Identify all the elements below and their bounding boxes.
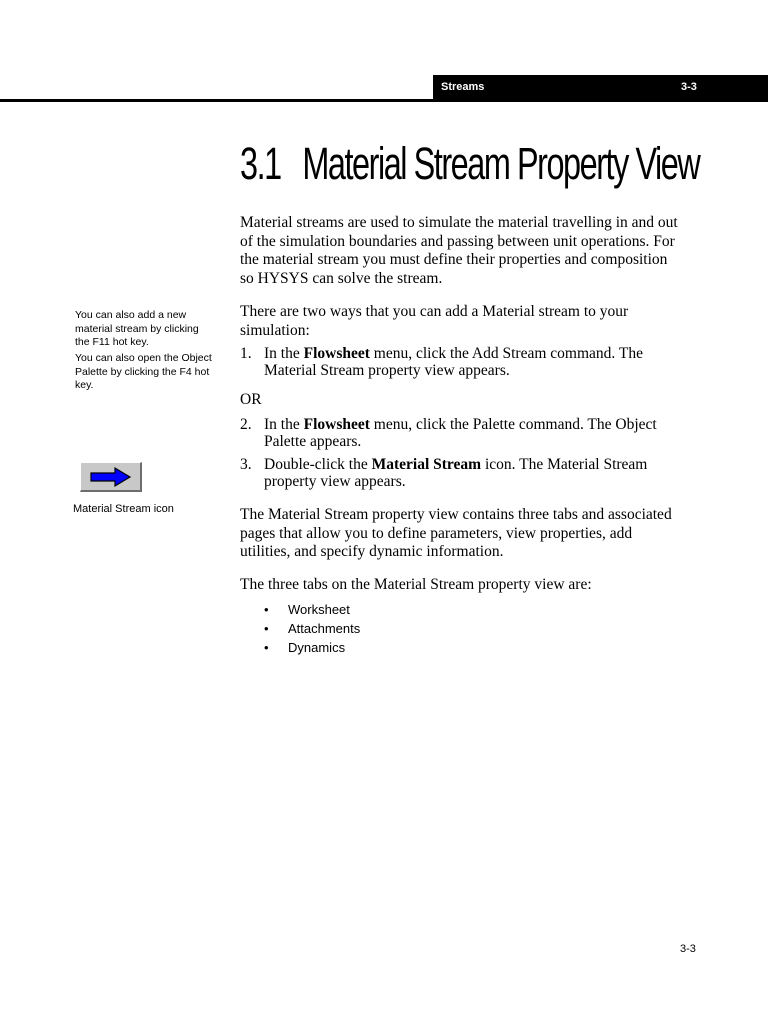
step-text: Double-click the — [264, 456, 372, 473]
steps-list-a — [240, 345, 680, 379]
tab-name: Worksheet — [288, 602, 350, 617]
or-separator: OR — [240, 391, 262, 408]
step-number: 1. — [240, 345, 252, 362]
list-item — [264, 638, 360, 657]
step-item — [240, 456, 680, 490]
section-number: 3.1 — [240, 138, 281, 189]
header-rule — [0, 99, 433, 102]
header-page-number: 3-3 — [681, 81, 697, 93]
material-stream-icon — [80, 462, 142, 492]
step-text: In the — [264, 345, 304, 362]
icon-name: Material Stream — [371, 456, 482, 473]
menu-name: Flowsheet — [303, 345, 370, 362]
ways-intro-paragraph: There are two ways that you can add a Material stream to your simulation: — [240, 303, 629, 339]
bullet: • — [264, 640, 269, 655]
header-title: Streams — [441, 81, 485, 93]
margin-note-f11: You can also add a new material stream by clicking the F11 hot key. — [75, 309, 199, 348]
step-number: 3. — [240, 456, 252, 473]
step-number: 2. — [240, 416, 252, 433]
footer-page-number: 3-3 — [680, 943, 696, 955]
step-text: menu, click the Add Stream command. The Material Stream property view appears. — [264, 345, 643, 379]
icon-caption: Material Stream icon — [73, 503, 174, 515]
steps-list-b — [240, 416, 680, 490]
list-item — [264, 600, 360, 619]
step-text: icon. The Material Stream property view appears. — [264, 456, 648, 490]
running-header — [433, 75, 768, 102]
step-item — [240, 345, 680, 379]
section-title: Material Stream Property View — [302, 138, 700, 189]
margin-note-f4: You can also open the Object Palette by clicking the F4 hot key. — [75, 352, 212, 391]
right-arrow-icon — [89, 466, 133, 488]
step-text: menu, click the Palette command. The Object Palette appears. — [264, 416, 657, 450]
step-item — [240, 416, 680, 450]
tabs-list — [264, 600, 360, 657]
bullet: • — [264, 621, 269, 636]
intro-paragraph: Material streams are used to simulate the material travelling in and out of the simulation boundaries and passing between unit operations. For the material stream you must define their properties and composition so HYSYS can solve the stream. — [240, 214, 678, 287]
tabs-intro-paragraph: The three tabs on the Material Stream property view are: — [240, 576, 592, 593]
bullet: • — [264, 602, 269, 617]
list-item — [264, 619, 360, 638]
step-text: In the — [264, 416, 304, 433]
section-heading — [240, 140, 699, 187]
tab-name: Attachments — [288, 621, 361, 636]
menu-name: Flowsheet — [303, 416, 370, 433]
tabs-description-paragraph: The Material Stream property view contains three tabs and associated pages that allow you to define parameters, view properties, add utilities, and specify dynamic information. — [240, 506, 672, 560]
tab-name: Dynamics — [288, 640, 346, 655]
